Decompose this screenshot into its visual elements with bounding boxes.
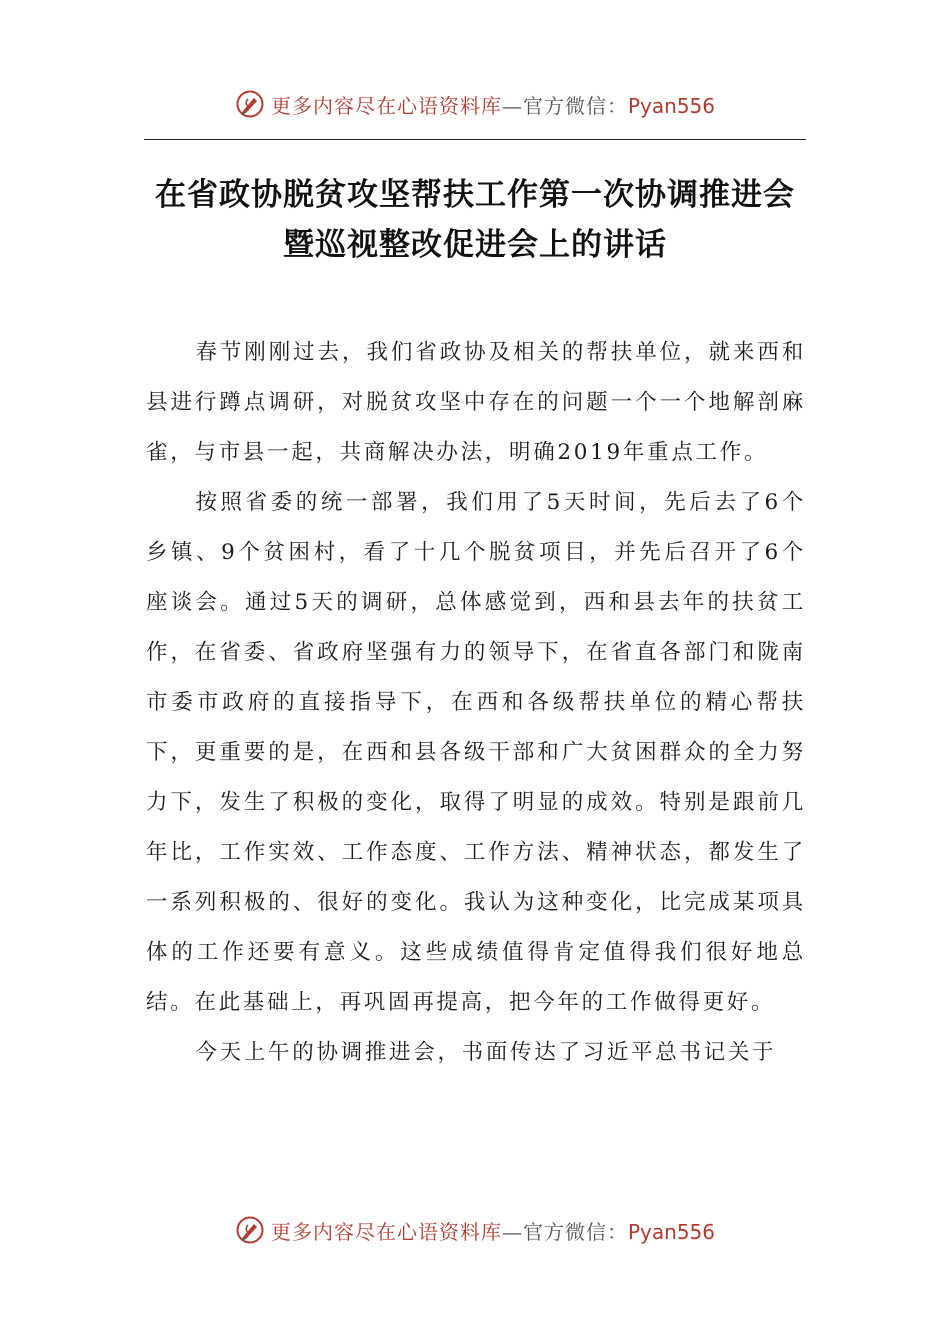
watermark-main-text: 更多内容尽在心语资料库 <box>270 93 502 118</box>
document-body <box>146 328 806 1078</box>
watermark-text <box>271 1216 715 1245</box>
header-divider <box>144 139 806 140</box>
pen-logo-icon <box>235 1215 265 1245</box>
watermark-main-text: 更多内容尽在心语资料库 <box>270 1219 502 1244</box>
watermark-separator: — <box>501 93 523 118</box>
watermark-separator: — <box>501 1219 523 1244</box>
pen-logo-icon <box>235 89 265 119</box>
header-watermark <box>0 84 950 124</box>
document-title: 在省政协脱贫攻坚帮扶工作第一次协调推进会暨巡视整改促进会上的讲话 <box>155 177 795 263</box>
watermark-text <box>271 90 715 119</box>
watermark-sub-text: 官方微信： <box>522 93 628 118</box>
watermark-account: Pyan556 <box>627 93 715 118</box>
watermark-account: Pyan556 <box>627 1219 715 1244</box>
footer-watermark <box>0 1210 950 1250</box>
watermark-sub-text: 官方微信： <box>522 1219 628 1244</box>
paragraph: 春节刚刚过去，我们省政协及相关的帮扶单位，就来西和县进行蹲点调研，对脱贫攻坚中存在的问题一个一个地解剖麻雀，与市县一起，共商解决办法，明确2019年重点工作。 <box>146 340 806 465</box>
paragraph: 今天上午的协调推进会，书面传达了习近平总书记关于 <box>195 1040 777 1065</box>
paragraph: 按照省委的统一部署，我们用了5天时间，先后去了6个乡镇、9个贫困村，看了十几个脱贫项目，并先后召开了6个座谈会。通过5天的调研，总体感觉到，西和县去年的扶贫工作，在省委、省政府坚强有力的领导下，在省直各部门和陇南市委市政府的直接指导下，在西和各级帮扶单位的精心帮扶下，更重要的是，在西和县各级干部和广大贫困群众的全力努力下，发生了积极的变化，取得了明显的成效。特别是跟前几年比，工作实效、工作态度、工作方法、精神状态，都发生了一系列积极的、很好的变化。我认为这种变化，比完成某项具体的工作还要有意义。这些成绩值得肯定值得我们很好地总结。在此基础上，再巩固再提高，把今年的工作做得更好。 <box>146 490 806 1015</box>
